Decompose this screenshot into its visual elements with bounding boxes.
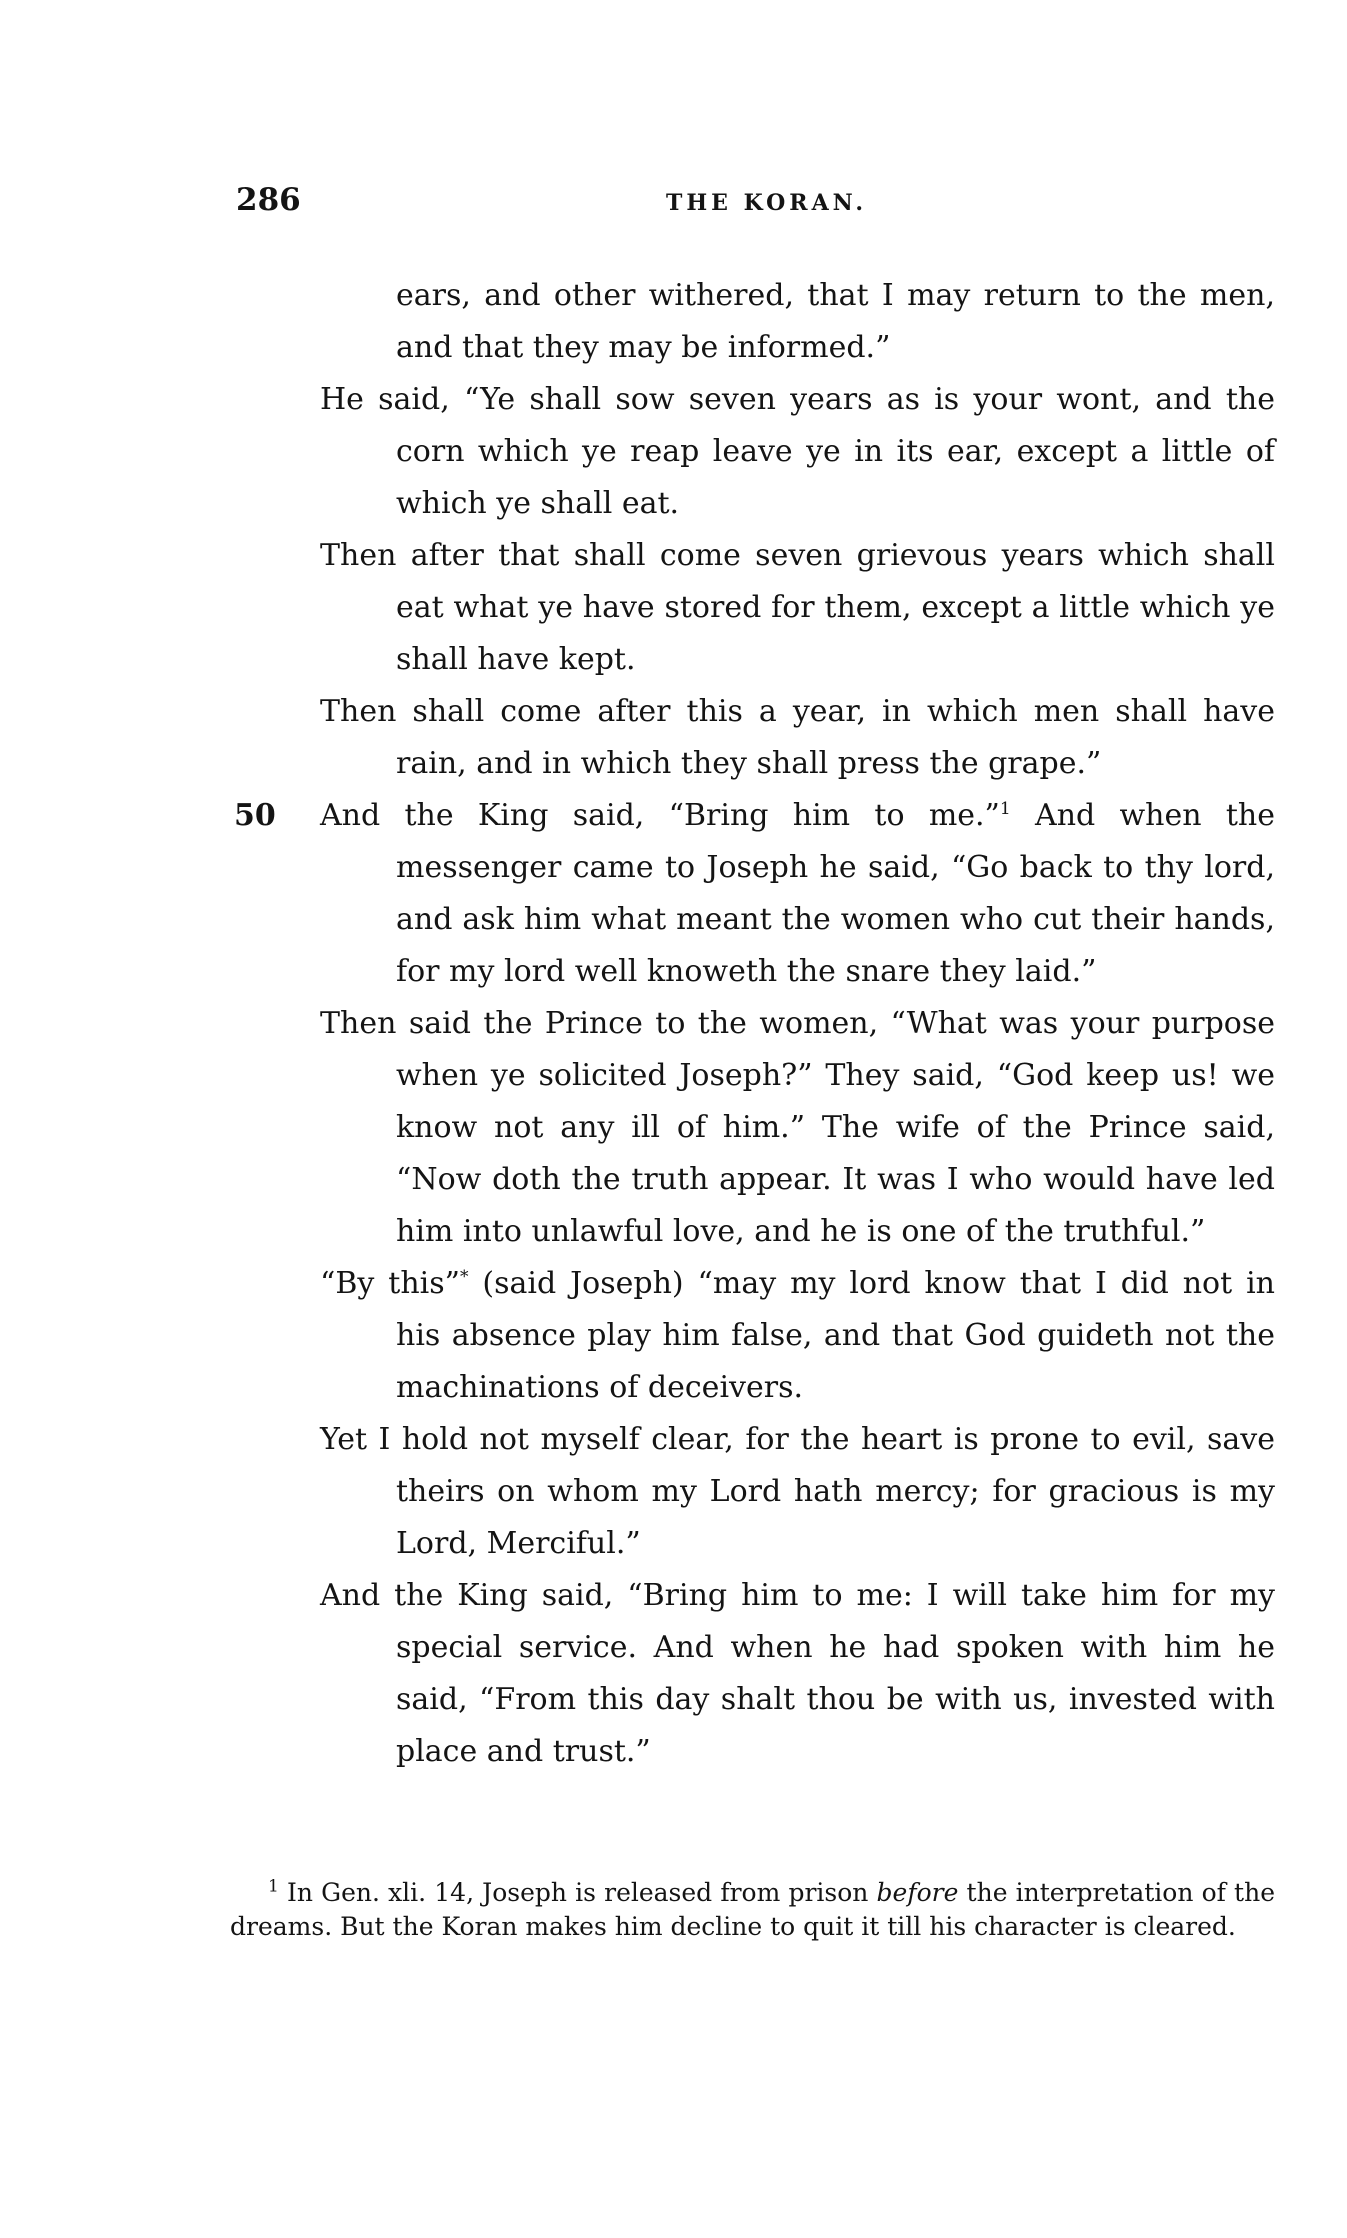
verse-paragraph <box>320 1414 1275 1570</box>
verse-text-content: ears, and other withered, that I may return to the men, and that they may be informed.” <box>396 278 1275 365</box>
verse-paragraph <box>320 530 1275 686</box>
verse-text-content: And the King said, “Bring him to me: I will take him for my special service. And when he had spoken with him he said, “From this day shalt thou be with us, invested with place and trust.” <box>320 1578 1275 1769</box>
footnote-text: the interpretation of the dreams. But the Koran makes him decline to quit it till his character is cleared. <box>230 1878 1275 1941</box>
footnote-text: In Gen. xli. 14, Joseph is released from prison <box>278 1878 877 1907</box>
verse-paragraph <box>320 998 1275 1258</box>
running-title: THE KORAN. <box>666 190 867 216</box>
verse-paragraph <box>320 1570 1275 1778</box>
verse-text-content: He said, “Ye shall sow seven years as is your wont, and the corn which ye reap leave ye in its ear, except a little of which ye shall eat. <box>320 382 1275 521</box>
footnote <box>230 1876 1275 1944</box>
page-number: 286 <box>236 182 301 218</box>
verse-paragraph <box>320 686 1275 790</box>
verse-text <box>234 270 1275 1778</box>
verse-paragraph <box>320 1258 1275 1414</box>
verse-number: 50 <box>234 798 276 833</box>
verse-text-content: Then after that shall come seven grievous years which shall eat what ye have stored for them, except a little which ye shall have kept. <box>320 538 1275 677</box>
note-marker: * <box>459 1267 469 1287</box>
verse-text-content: (said Joseph) “may my lord know that I did not in his absence play him false, and that God guideth not the machinations of deceivers. <box>396 1266 1275 1405</box>
verse-text-content: Then shall come after this a year, in which men shall have rain, and in which they shall press the grape.” <box>320 694 1275 781</box>
verse-text-content: Then said the Prince to the women, “What was your purpose when ye solicited Joseph?” They said, “God keep us! we know not any ill of him.” The wife of the Prince said, “Now doth the truth appear. It was I who would have led him into unlawful love, and he is one of the truthful.” <box>320 1006 1275 1249</box>
verse-text-content: Yet I hold not myself clear, for the heart is prone to evil, save theirs on whom my Lord hath mercy; for gracious is my Lord, Merciful.” <box>320 1422 1275 1561</box>
verse-text-content: And when the messenger came to Joseph he said, “Go back to thy lord, and ask him what meant the women who cut their hands, for my lord well knoweth the snare they laid.” <box>396 798 1275 989</box>
footnote-marker: 1 <box>999 799 1011 819</box>
verse-text-content: “By this” <box>320 1266 460 1301</box>
verse-text-content: And the King said, “Bring him to me.” <box>320 798 1000 833</box>
verse-paragraph <box>320 270 1275 374</box>
footnote-number: 1 <box>268 1876 279 1897</box>
verse-paragraph <box>320 374 1275 530</box>
verse-paragraph <box>234 790 1275 998</box>
page-header <box>236 182 1276 228</box>
footnote-emphasis: before <box>876 1878 959 1907</box>
